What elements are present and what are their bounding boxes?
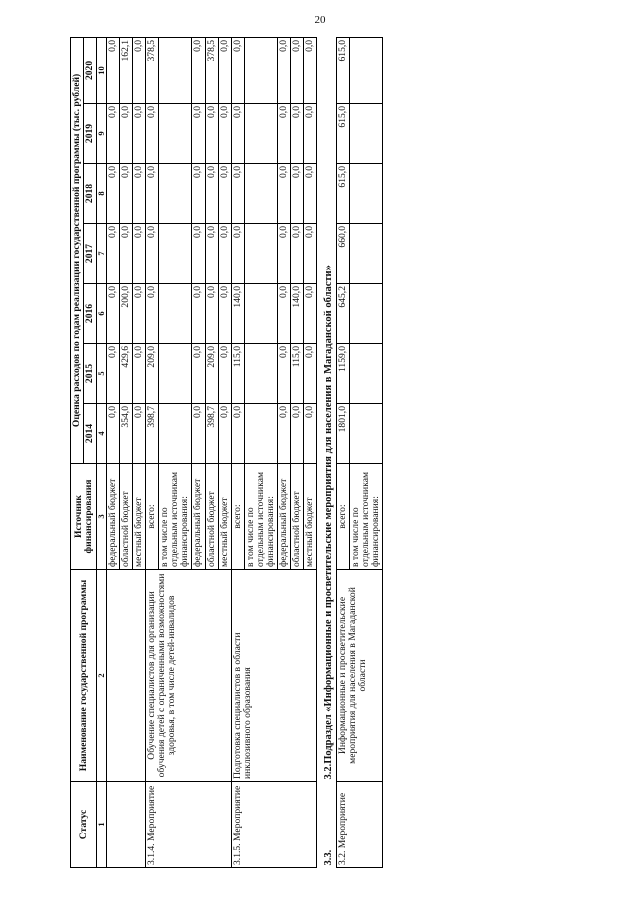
status-cell: 3.2. Мероприятие: [337, 781, 383, 867]
status-header: Статус: [71, 781, 97, 867]
value-cell: 0,0: [107, 223, 120, 283]
value-cell: [159, 103, 192, 163]
value-cell: 0,0: [218, 37, 231, 103]
value-cell: 0,0: [218, 283, 231, 343]
value-cell: 0,0: [290, 37, 303, 103]
column-index: 2: [97, 569, 107, 781]
source-cell: всего:: [146, 463, 159, 569]
value-cell: 0,0: [192, 403, 205, 463]
value-cell: 429,6: [120, 343, 133, 403]
value-cell: [159, 283, 192, 343]
value-cell: 115,0: [231, 343, 244, 403]
value-cell: 0,0: [192, 103, 205, 163]
value-cell: [244, 163, 277, 223]
value-cell: [159, 37, 192, 103]
value-cell: 115,0: [290, 343, 303, 403]
source-cell: федеральный бюджет: [107, 463, 120, 569]
value-cell: [350, 343, 383, 403]
value-cell: 0,0: [304, 283, 317, 343]
value-cell: 140,0: [231, 283, 244, 343]
status-cell: 3.1.4. Мероприятие: [146, 781, 231, 867]
value-cell: 0,0: [277, 163, 290, 223]
value-cell: 0,0: [231, 403, 244, 463]
year-header: 2014: [84, 403, 97, 463]
value-cell: 0,0: [133, 343, 146, 403]
year-header: 2019: [84, 103, 97, 163]
source-cell: всего:: [231, 463, 244, 569]
value-cell: 0,0: [290, 403, 303, 463]
table-body: [107, 37, 383, 867]
column-index: 5: [97, 343, 107, 403]
value-cell: 200,0: [120, 283, 133, 343]
source-cell: федеральный бюджет: [277, 463, 290, 569]
value-cell: 0,0: [192, 163, 205, 223]
value-cell: 398,7: [146, 403, 159, 463]
value-cell: 0,0: [107, 37, 120, 103]
value-cell: 0,0: [277, 103, 290, 163]
value-cell: 0,0: [218, 403, 231, 463]
column-index: 8: [97, 163, 107, 223]
section-number: 3.3.: [323, 849, 335, 865]
value-cell: 0,0: [146, 283, 159, 343]
value-cell: 0,0: [231, 103, 244, 163]
value-cell: 354,0: [120, 403, 133, 463]
year-header: 2018: [84, 163, 97, 223]
value-cell: 162,1: [120, 37, 133, 103]
value-cell: 0,0: [205, 103, 218, 163]
section-heading-row: [317, 37, 337, 867]
value-cell: 378,5: [146, 37, 159, 103]
value-cell: 0,0: [277, 223, 290, 283]
value-cell: 0,0: [218, 343, 231, 403]
value-cell: 0,0: [107, 403, 120, 463]
source-cell: в том числе по отдельным источникам финансирования:: [159, 463, 192, 569]
value-cell: 615,0: [337, 37, 350, 103]
value-cell: 0,0: [120, 163, 133, 223]
value-cell: [350, 37, 383, 103]
program-name-cell: [107, 569, 146, 781]
value-cell: 0,0: [192, 343, 205, 403]
value-cell: 0,0: [277, 343, 290, 403]
source-cell: федеральный бюджет: [192, 463, 205, 569]
value-cell: 0,0: [290, 163, 303, 223]
value-cell: 0,0: [205, 223, 218, 283]
year-header: 2016: [84, 283, 97, 343]
value-cell: 0,0: [218, 103, 231, 163]
value-cell: 0,0: [304, 103, 317, 163]
value-cell: [159, 223, 192, 283]
section-title: 3.2.Подраздел «Информационные и просветительские мероприятия для населения в Магаданской области»: [323, 264, 335, 779]
value-cell: [244, 403, 277, 463]
value-cell: 0,0: [304, 223, 317, 283]
value-cell: 0,0: [192, 283, 205, 343]
estimate-header: Оценка расходов по годам реализации государственной программы (тыс. рублей): [71, 37, 84, 463]
program-name-cell: Обучение специалистов для организации обучения детей с ограниченными возможностями здоровья, в том числе детей-инвалидов: [146, 569, 231, 781]
value-cell: 615,0: [337, 163, 350, 223]
program-name-header: Наименование государственной программы: [71, 569, 97, 781]
source-cell: в том числе по отдельным источникам финансирования:: [244, 463, 277, 569]
value-cell: 0,0: [133, 403, 146, 463]
column-index-row: [97, 37, 107, 867]
value-cell: 398,7: [205, 403, 218, 463]
value-cell: 0,0: [231, 37, 244, 103]
value-cell: 1801,0: [337, 403, 350, 463]
source-cell: областной бюджет: [290, 463, 303, 569]
value-cell: 0,0: [107, 283, 120, 343]
column-index: 7: [97, 223, 107, 283]
year-header: 2020: [84, 37, 97, 103]
value-cell: 660,0: [337, 223, 350, 283]
year-header: 2015: [84, 343, 97, 403]
value-cell: [159, 343, 192, 403]
value-cell: [159, 163, 192, 223]
value-cell: 0,0: [192, 37, 205, 103]
page-number: 20: [314, 14, 326, 26]
value-cell: [244, 103, 277, 163]
value-cell: 0,0: [304, 37, 317, 103]
value-cell: 0,0: [146, 223, 159, 283]
value-cell: [244, 223, 277, 283]
value-cell: 0,0: [290, 223, 303, 283]
column-index: 1: [97, 781, 107, 867]
value-cell: [244, 343, 277, 403]
table-row: [146, 37, 159, 867]
value-cell: 0,0: [133, 223, 146, 283]
source-cell: местный бюджет: [133, 463, 146, 569]
value-cell: 0,0: [192, 223, 205, 283]
table-row: [107, 37, 120, 867]
header-row: [71, 37, 84, 867]
rotated-page: [70, 38, 570, 868]
value-cell: 0,0: [277, 283, 290, 343]
value-cell: 378,5: [205, 37, 218, 103]
value-cell: [244, 37, 277, 103]
table-row: [337, 37, 350, 867]
value-cell: 0,0: [133, 37, 146, 103]
column-index: 3: [97, 463, 107, 569]
source-cell: областной бюджет: [120, 463, 133, 569]
value-cell: 0,0: [146, 163, 159, 223]
status-cell: 3.1.5. Мероприятие: [231, 781, 316, 867]
column-index: 4: [97, 403, 107, 463]
value-cell: 140,0: [290, 283, 303, 343]
value-cell: 645,2: [337, 283, 350, 343]
source-cell: областной бюджет: [205, 463, 218, 569]
value-cell: 0,0: [231, 223, 244, 283]
value-cell: 0,0: [231, 163, 244, 223]
value-cell: [350, 163, 383, 223]
value-cell: 0,0: [304, 403, 317, 463]
value-cell: [350, 283, 383, 343]
value-cell: 0,0: [107, 343, 120, 403]
column-index: 9: [97, 103, 107, 163]
value-cell: 0,0: [304, 163, 317, 223]
year-header: 2017: [84, 223, 97, 283]
source-cell: местный бюджет: [218, 463, 231, 569]
value-cell: 0,0: [146, 103, 159, 163]
funding-source-header: Источник финансирования: [71, 463, 97, 569]
value-cell: 0,0: [120, 103, 133, 163]
value-cell: 0,0: [304, 343, 317, 403]
column-index: 6: [97, 283, 107, 343]
table-row: [231, 37, 244, 867]
value-cell: 0,0: [133, 283, 146, 343]
value-cell: 615,0: [337, 103, 350, 163]
value-cell: 0,0: [205, 163, 218, 223]
value-cell: 0,0: [133, 163, 146, 223]
value-cell: 209,0: [146, 343, 159, 403]
source-cell: в том числе по отдельным источникам финансирования:: [350, 463, 383, 569]
value-cell: 0,0: [107, 103, 120, 163]
value-cell: 0,0: [290, 103, 303, 163]
budget-table: [70, 36, 383, 867]
value-cell: 0,0: [120, 223, 133, 283]
value-cell: 0,0: [277, 37, 290, 103]
column-index: 10: [97, 37, 107, 103]
value-cell: 0,0: [133, 103, 146, 163]
value-cell: 0,0: [218, 223, 231, 283]
value-cell: [244, 283, 277, 343]
value-cell: [350, 403, 383, 463]
value-cell: [350, 103, 383, 163]
value-cell: 209,0: [205, 343, 218, 403]
value-cell: 0,0: [205, 283, 218, 343]
program-name-cell: Информационные и просветительские мероприятия для населения в Магаданской области: [337, 569, 383, 781]
value-cell: 0,0: [107, 163, 120, 223]
value-cell: 0,0: [218, 163, 231, 223]
status-cell: [107, 781, 146, 867]
value-cell: [159, 403, 192, 463]
program-name-cell: Подготовка специалистов в области инклюзивного образования: [231, 569, 316, 781]
source-cell: всего:: [337, 463, 350, 569]
source-cell: местный бюджет: [304, 463, 317, 569]
value-cell: [350, 223, 383, 283]
value-cell: 0,0: [277, 403, 290, 463]
value-cell: 1159,0: [337, 343, 350, 403]
